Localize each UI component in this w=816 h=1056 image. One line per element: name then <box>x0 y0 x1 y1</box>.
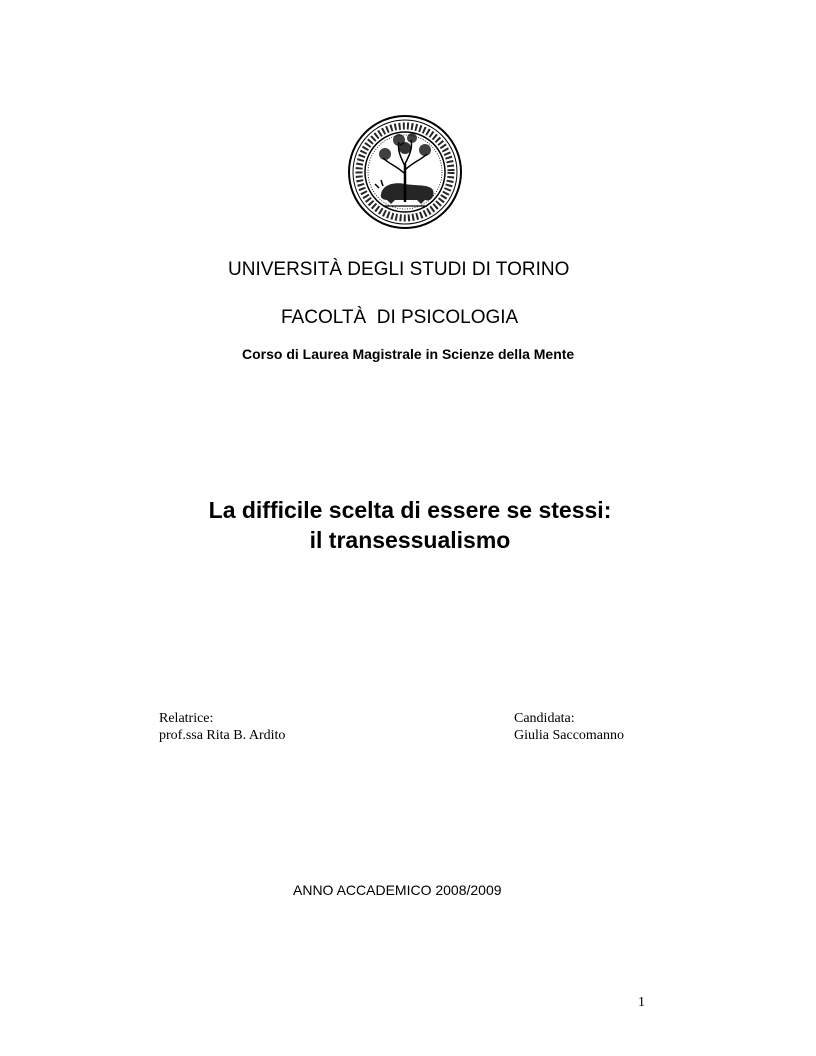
academic-year: ANNO ACCADEMICO 2008/2009 <box>293 882 502 898</box>
supervisor-name: prof.ssa Rita B. Ardito <box>159 728 286 743</box>
faculty-name: FACOLTÀ DI PSICOLOGIA <box>281 307 519 328</box>
university-seal-icon <box>347 114 463 230</box>
thesis-title-line-1: La difficile scelta di essere se stessi: <box>208 497 612 523</box>
candidate-label: Candidata: <box>514 711 575 726</box>
university-name: UNIVERSITÀ DEGLI STUDI DI TORINO <box>228 259 570 280</box>
supervisor-label: Relatrice: <box>159 711 214 726</box>
page-number: 1 <box>638 995 645 1010</box>
course-name: Corso di Laurea Magistrale in Scienze della Mente <box>242 346 575 362</box>
thesis-title-line-2: il transessualismo <box>309 527 511 553</box>
candidate-name: Giulia Saccomanno <box>514 728 625 743</box>
